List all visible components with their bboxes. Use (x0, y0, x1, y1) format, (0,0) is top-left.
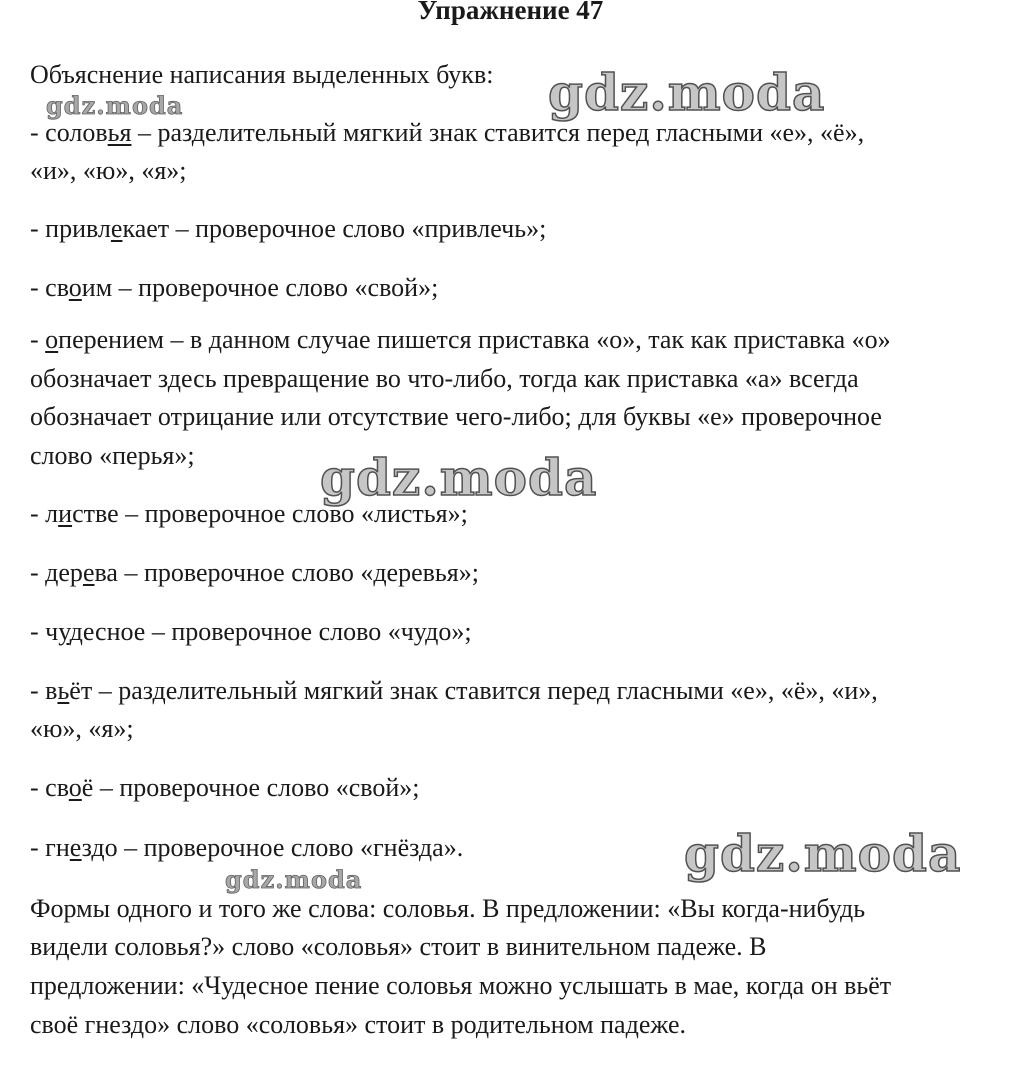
item-solovya-cont: «и», «ю», «я»; (30, 156, 187, 185)
item-listve: - листве – проверочное слово «листья»; (30, 499, 468, 528)
item-vyot: - вьёт – разделительный мягкий знак ставится перед гласными «е», «ё», «и», (30, 676, 878, 705)
watermark: gdz.moda (225, 865, 363, 894)
conclusion-line4: своё гнездо» слово «соловья» стоит в родительном падеже. (30, 1010, 687, 1039)
item-dereva: - дерева – проверочное слово «деревья»; (30, 558, 479, 587)
item-opereniem-line3: обозначает отрицание или отсутствие чего-либо; для буквы «е» проверочное (30, 402, 882, 431)
conclusion-line1: Формы одного и того же слова: соловья. В предложении: «Вы когда-нибудь (30, 894, 866, 923)
item-opereniem-line2: обозначает здесь превращение во что-либо, тогда как приставка «а» всегда (30, 364, 859, 393)
watermark: gdz.moda (548, 63, 826, 122)
item-svoyo: - своё – проверочное слово «свой»; (30, 773, 420, 802)
intro-text: Объяснение написания выделенных букв: (30, 60, 494, 89)
item-gnezdo: - гнездо – проверочное слово «гнёзда». (30, 833, 464, 862)
watermark: gdz.moda (320, 448, 598, 507)
item-privlekaet: - привлекает – проверочное слово «привлечь»; (30, 214, 547, 243)
item-opereniem-line4: слово «перья»; (30, 441, 195, 470)
conclusion-line2: видели соловья?» слово «соловья» стоит в винительном падеже. В (30, 932, 767, 961)
item-solovya: - соловья – разделительный мягкий знак ставится перед гласными «е», «ё», (30, 118, 865, 147)
item-opereniem: - оперением – в данном случае пишется приставка «о», так как приставка «о» (30, 325, 891, 354)
watermark: gdz.moda (684, 824, 962, 883)
conclusion-line3: предложении: «Чудесное пение соловья можно услышать в мае, когда он вьёт (30, 971, 892, 1000)
item-vyot-cont: «ю», «я»; (30, 714, 134, 743)
item-svoim: - своим – проверочное слово «свой»; (30, 273, 439, 302)
watermark: gdz.moda (46, 91, 184, 120)
page-title: Упражнение 47 (417, 0, 604, 25)
item-chudesnoe: - чудесное – проверочное слово «чудо»; (30, 617, 472, 646)
